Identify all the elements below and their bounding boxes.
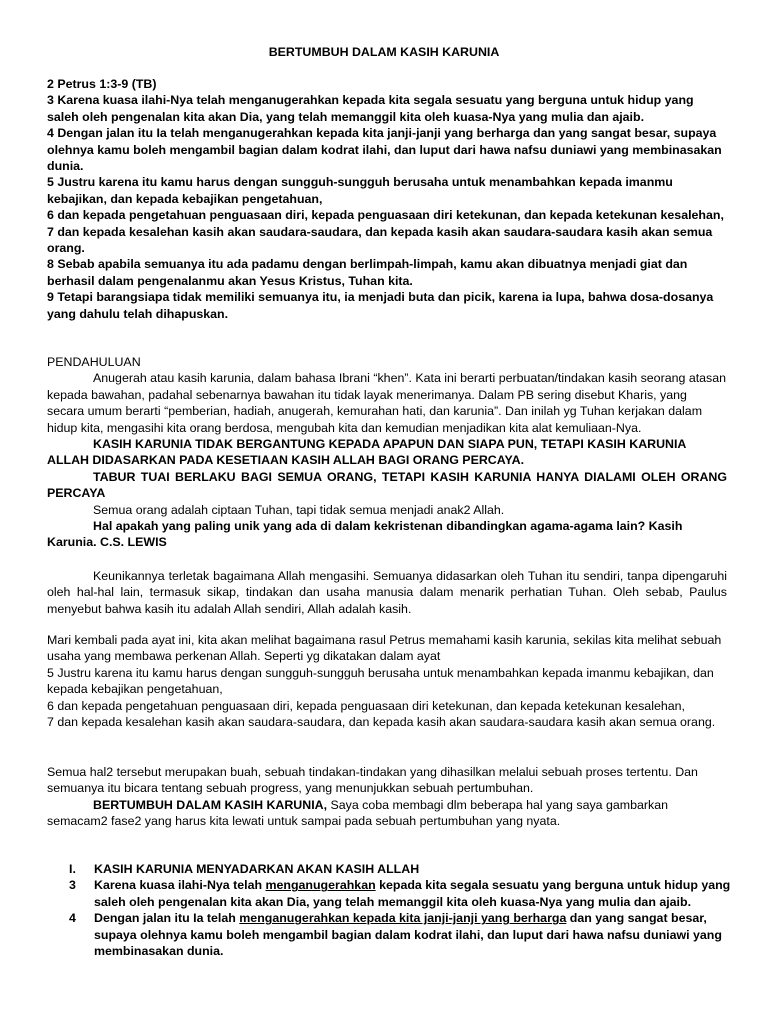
- section-1-heading: KASIH KARUNIA MENYADARKAN AKAN KASIH ALLAH: [94, 862, 420, 876]
- verse-8: 8 Sebab apabila semuanya itu ada padamu dengan berlimpah-limpah, kamu akan dibuatnya menjadi giat dan berhasil dalam pengenalanmu akan Yesus Kristus, Tuhan kita.: [47, 257, 688, 288]
- body-paragraph-8: Semua hal2 tersebut merupakan buah, sebuah tindakan-tindakan yang dihasilkan melalui sebuah proses tertentu. Dan semuanya itu bicara tentang sebuah progress, yang menunjukkan sebuah pertumbuhan.: [47, 765, 698, 796]
- document-title: BERTUMBUH DALAM KASIH KARUNIA: [268, 45, 500, 59]
- verse-5: 5 Justru karena itu kamu harus dengan sungguh-sungguh berusaha untuk menambahkan kepada imanmu kebajikan, dan kepada kebajikan pengetahuan,: [47, 175, 673, 206]
- intro-paragraph-1: Anugerah atau kasih karunia, dalam bahasa Ibrani “khen”. Kata ini berarti perbuatan/tindakan kasih seorang atasan kepada bawahan, padahal sebenarnya bawahan itu tidak layak menerimanya. Dalam PB sering disebut Kharis, yang secara umum berarti “pemberian, hadiah, anugerah, kemurahan hati, dan karunia”. Dan inilah yg Tuhan kerjakan dalam hidup kita, mengasihi kita orang berdosa, mengubah kita dan kemudian menjadikan kita alat kemuliaan-Nya.: [47, 371, 727, 435]
- section-1-item-4-text-post: dan yang sangat besar, supaya olehnya kamu boleh mengambil bagian dalam kodrat ilahi, dan luput dari hawa nafsu duniawi yang membinasakan dunia.: [94, 911, 722, 959]
- intro-paragraph-2: KASIH KARUNIA TIDAK BERGANTUNG KEPADA APAPUN DAN SIAPA PUN, TETAPI KASIH KARUNIA ALLAH DIDASARKAN PADA KESETIAAN KASIH ALLAH BAGI ORANG PERCAYA.: [47, 437, 686, 468]
- body-verse-5: 5 Justru karena itu kamu harus dengan sungguh-sungguh berusaha untuk menambahkan kepada imanmu kebajikan, dan kepada kebajikan pengetahuan,: [47, 665, 714, 697]
- intro-paragraph-5: Hal apakah yang paling unik yang ada di dalam kekristenan dibandingkan agama-agama lain? Kasih Karunia. C.S. LEWIS: [47, 519, 683, 550]
- verse-6: 6 dan kepada pengetahuan penguasaan diri, kepada penguasaan diri ketekunan, dan kepada ketekunan kesalehan,: [47, 208, 724, 223]
- section-1-item-3: [47, 877, 737, 910]
- section-1-item-4-number: 4: [69, 911, 76, 926]
- body-paragraph-9-rest: Saya coba membagi dlm beberapa hal yang saya gambarkan semacam2 fase2 yang harus kita lewati untuk sampai pada sebuah pertumbuhan yang nyata.: [47, 797, 668, 829]
- section-heading-pendahuluan: PENDAHULUAN: [47, 355, 141, 369]
- scripture-reference: 2 Petrus 1:3-9 (TB): [47, 77, 157, 91]
- body-paragraph-9-emphasis: BERTUMBUH DALAM KASIH KARUNIA,: [93, 797, 328, 812]
- intro-block: [47, 354, 727, 551]
- section-1-block: [47, 861, 737, 959]
- body-verse-7: 7 dan kepada kesalehan kasih akan saudara-saudara, dan kepada kasih akan saudara-saudara kasih akan semua orang.: [47, 715, 716, 730]
- body-paragraph-9: [47, 797, 727, 830]
- section-1-numeral: I.: [69, 862, 76, 876]
- verse-9: 9 Tetapi barangsiapa tidak memiliki semuanya itu, ia menjadi buta dan picik, karena ia lupa, bahwa dosa-dosanya yang dahulu telah dihapuskan.: [47, 290, 714, 321]
- section-1-item-3-text-post: kepada kita segala sesuatu yang berguna untuk hidup yang saleh oleh pengenalan kita akan Dia, yang telah memanggil kita oleh kuasa-Nya yang mulia dan ajaib.: [94, 878, 731, 909]
- verse-4: 4 Dengan jalan itu Ia telah menganugerahkan kepada kita janji-janji yang berharga dan yang sangat besar, supaya olehnya kamu boleh mengambil bagian dalam kodrat ilahi, dan luput dari hawa nafsu duniawi yang membinasakan dunia.: [47, 126, 722, 174]
- body-block-2: [47, 632, 727, 730]
- section-1-heading-row: [47, 861, 737, 877]
- body-block-3: [47, 764, 727, 830]
- section-1-item-3-underlined: menganugerahkan: [265, 878, 376, 893]
- body-block-1: [47, 568, 727, 617]
- section-1-item-4-text-pre: Dengan jalan itu Ia telah: [94, 911, 240, 926]
- body-verse-6: 6 dan kepada pengetahuan penguasaan diri, kepada penguasaan diri ketekunan, dan kepada ketekunan kesalehan,: [47, 698, 685, 713]
- body-paragraph-7: Mari kembali pada ayat ini, kita akan melihat bagaimana rasul Petrus memahami kasih karunia, sekilas kita melihat sebuah usaha yang membawa perkenan Allah. Seperti yg dikatakan dalam ayat: [47, 633, 722, 664]
- intro-paragraph-4: Semua orang adalah ciptaan Tuhan, tapi tidak semua menjadi anak2 Allah.: [93, 502, 505, 517]
- section-1-item-4: [47, 910, 737, 959]
- intro-paragraph-3: TABUR TUAI BERLAKU BAGI SEMUA ORANG, TETAPI KASIH KARUNIA HANYA DIALAMI OLEH ORANG PERCAYA: [47, 469, 727, 501]
- section-1-item-4-underlined: menganugerahkan kepada kita janji-janji yang berharga: [239, 911, 567, 926]
- verse-3: 3 Karena kuasa ilahi-Nya telah menganugerahkan kepada kita segala sesuatu yang berguna untuk hidup yang saleh oleh pengenalan kita akan Dia, yang telah memanggil kita oleh kuasa-Nya yang mulia dan ajaib.: [47, 93, 694, 124]
- verse-7: 7 dan kepada kesalehan kasih akan saudara-saudara, dan kepada kasih akan saudara-saudara kasih akan semua orang.: [47, 224, 713, 256]
- section-1-item-3-number: 3: [69, 878, 76, 893]
- body-paragraph-6: Keunikannya terletak bagaimana Allah mengasihi. Semuanya didasarkan oleh Tuhan itu sendiri, tanpa dipengaruhi oleh hal-hal lain, termasuk sikap, tindakan dan usaha manusia dalam menarik perhatian Tuhan. Oleh sebab, Paulus menyebut bahwa kasih itu adalah Allah sendiri, Allah adalah kasih.: [47, 569, 727, 616]
- section-1-item-3-text-pre: Karena kuasa ilahi-Nya telah: [94, 878, 266, 893]
- scripture-block: [47, 76, 727, 322]
